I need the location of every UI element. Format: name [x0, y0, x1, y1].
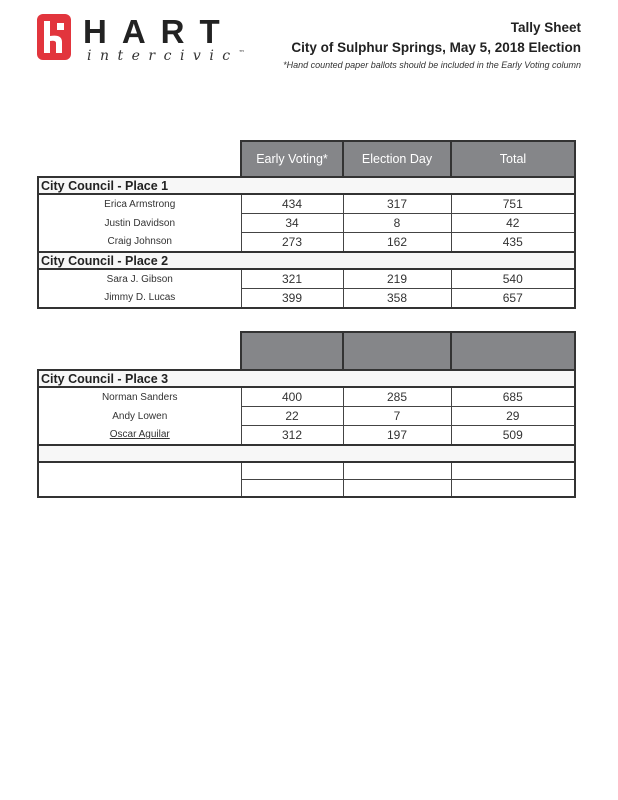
col-early-voting-blank [241, 332, 343, 370]
election-day-votes: 8 [343, 214, 451, 233]
race-header [38, 177, 575, 194]
table-row [38, 233, 575, 253]
table-row [38, 269, 575, 289]
header-blank [38, 141, 241, 177]
col-total-blank [451, 332, 575, 370]
empty-row [38, 462, 575, 480]
election-day-votes: 285 [343, 387, 451, 407]
total-votes: 657 [451, 289, 575, 309]
election-day-votes: 358 [343, 289, 451, 309]
empty-name-cell [38, 480, 241, 498]
column-header-row [38, 141, 575, 177]
race-title: City Council - Place 3 [38, 370, 575, 387]
candidate-name: Jimmy D. Lucas [38, 289, 241, 309]
tally-table-1 [37, 140, 576, 309]
early-votes: 434 [241, 194, 343, 214]
table-row [38, 387, 575, 407]
election-day-votes: 219 [343, 269, 451, 289]
candidate-name: Craig Johnson [38, 233, 241, 253]
candidate-name: Erica Armstrong [38, 194, 241, 214]
election-day-votes: 317 [343, 194, 451, 214]
column-header-row [38, 332, 575, 370]
empty-name-cell [38, 462, 241, 480]
empty-early-cell [241, 462, 343, 480]
election-day-votes: 162 [343, 233, 451, 253]
tally-table-2 [37, 331, 576, 498]
total-votes: 509 [451, 426, 575, 446]
early-votes: 22 [241, 407, 343, 426]
race-header [38, 370, 575, 387]
col-total: Total [451, 141, 575, 177]
early-votes: 321 [241, 269, 343, 289]
total-votes: 685 [451, 387, 575, 407]
empty-day-cell [343, 462, 451, 480]
total-votes: 540 [451, 269, 575, 289]
empty-day-cell [343, 480, 451, 498]
race-header [38, 252, 575, 269]
empty-row [38, 480, 575, 498]
race-title: City Council - Place 2 [38, 252, 575, 269]
ballot-note: *Hand counted paper ballots should be included in the Early Voting column [283, 60, 581, 70]
early-votes: 400 [241, 387, 343, 407]
candidate-name: Norman Sanders [38, 387, 241, 407]
table-row [38, 289, 575, 309]
candidate-name: Oscar Aguilar [38, 426, 241, 446]
candidate-name: Andy Lowen [38, 407, 241, 426]
candidate-name: Sara J. Gibson [38, 269, 241, 289]
candidate-name: Justin Davidson [38, 214, 241, 233]
election-day-votes: 7 [343, 407, 451, 426]
total-votes: 29 [451, 407, 575, 426]
table-row [38, 407, 575, 426]
sheet-title: Tally Sheet [510, 20, 581, 35]
table-row [38, 194, 575, 214]
col-early-voting: Early Voting* [241, 141, 343, 177]
logo-wordmark: HART [83, 13, 235, 50]
empty-total-cell [451, 480, 575, 498]
early-votes: 273 [241, 233, 343, 253]
empty-early-cell [241, 480, 343, 498]
election-day-votes: 197 [343, 426, 451, 446]
election-subtitle: City of Sulphur Springs, May 5, 2018 Election [291, 40, 581, 55]
race-title: City Council - Place 1 [38, 177, 575, 194]
early-votes: 312 [241, 426, 343, 446]
early-votes: 399 [241, 289, 343, 309]
hart-logo-icon [37, 14, 71, 60]
total-votes: 435 [451, 233, 575, 253]
empty-race-title [38, 445, 575, 462]
table-row [38, 426, 575, 446]
total-votes: 751 [451, 194, 575, 214]
logo-tagline: intercivic™ [87, 48, 245, 64]
table-row [38, 214, 575, 233]
total-votes: 42 [451, 214, 575, 233]
col-election-day: Election Day [343, 141, 451, 177]
col-election-day-blank [343, 332, 451, 370]
empty-race-header [38, 445, 575, 462]
empty-total-cell [451, 462, 575, 480]
header-blank [38, 332, 241, 370]
early-votes: 34 [241, 214, 343, 233]
